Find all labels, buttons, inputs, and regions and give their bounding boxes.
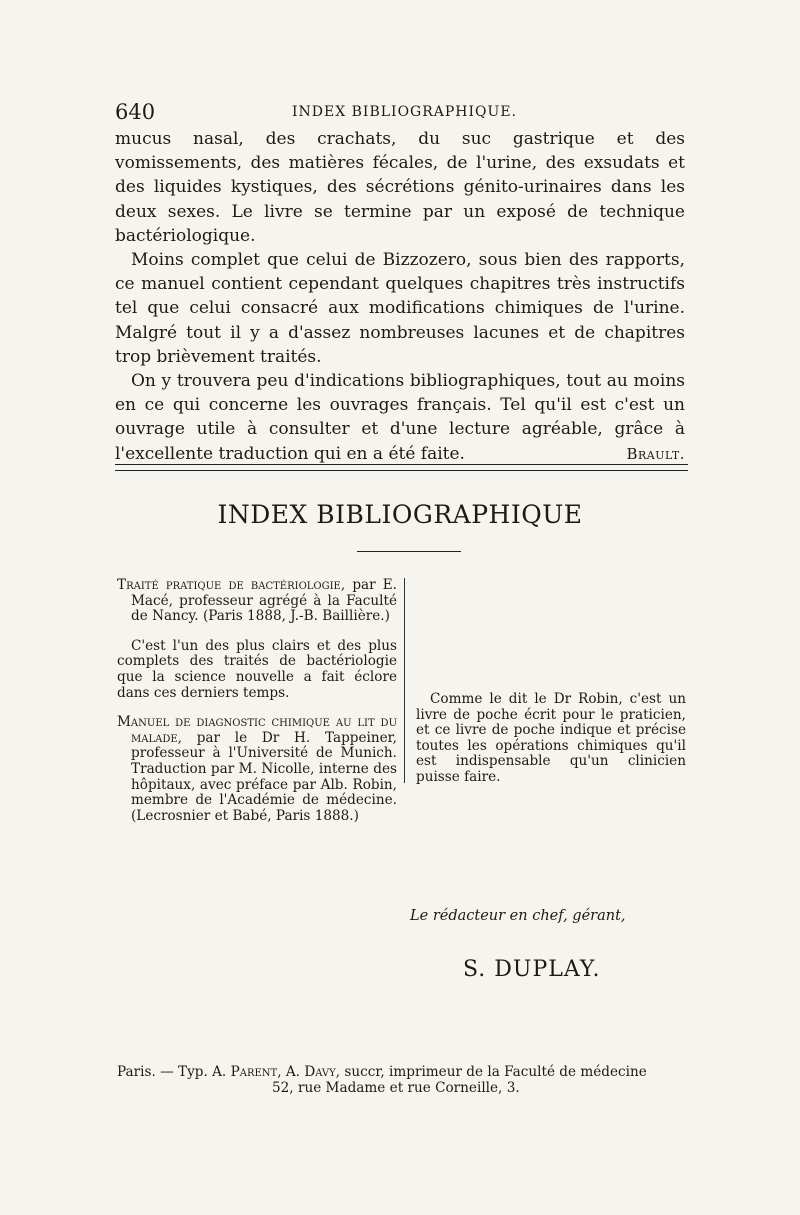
review-paragraph-3	[115, 369, 685, 466]
printer-address: 52, rue Madame et rue Corneille, 3.	[272, 1080, 520, 1096]
index-title: INDEX BIBLIOGRAPHIQUE	[217, 500, 583, 529]
page-number: 640	[115, 100, 156, 124]
section-rule-top	[115, 464, 688, 465]
entry-2-details: par le Dr H. Tappeiner, professeur à l'Université de Munich. Traduction par M. Nicolle, interne des hôpitaux, avec préface par Alb. Robin, membre de l'Académie de médecine. (Lecrosnier et Babé, Paris 1888.)	[131, 729, 397, 824]
entry-1-title: Traité pratique de bactériologie,	[117, 577, 346, 593]
title-underline	[357, 551, 461, 552]
printer-name-1: Parent	[230, 1064, 278, 1080]
entry-2-title: Manuel de diagnostic chimique au lit du malade,	[117, 714, 397, 746]
index-entry-1	[117, 578, 397, 625]
index-column-left	[117, 578, 397, 838]
entry-1-details: par E. Macé, professeur agrégé à la Faculté de Nancy. (Paris 1888, J.-B. Baillière.)	[131, 577, 398, 625]
review-paragraph-2: Moins complet que celui de Bizzozero, sous bien des rapports, ce manuel contient cependant quelques chapitres très instructifs tel que celui consacré aux modifications chimiques de l'urine. Malgré tout il y a d'assez nombreuses lacunes et de chapitres trop brièvement traités.	[115, 250, 685, 367]
editor-title: Le rédacteur en chef, gérant,	[410, 908, 626, 924]
column-divider	[404, 578, 405, 783]
printer-mid: , A.	[277, 1064, 305, 1080]
editor-name: S. DUPLAY.	[463, 957, 601, 982]
entry-1-comment: C'est l'un des plus clairs et des plus complets des traités de bactériologie que la science nouvelle a fait éclore dans ces derniers temps.	[117, 637, 397, 701]
review-signature: Brault.	[626, 444, 685, 463]
running-title: INDEX BIBLIOGRAPHIQUE.	[292, 104, 517, 120]
review-paragraph-3-text: On y trouvera peu d'indications bibliographiques, tout au moins en ce qui concerne les ouvrages français. Tel qu'il est c'est un ouvrage utile à consulter et d'une lecture agréable, grâce à l'excellente traduction qui en a été faite.	[115, 371, 685, 464]
page-header	[115, 100, 685, 124]
index-column-right	[416, 692, 686, 800]
printer-imprint	[117, 1064, 691, 1096]
review-text	[115, 127, 685, 466]
review-paragraph-1: mucus nasal, des crachats, du suc gastrique et des vomissements, des matières fécales, de l'urine, des exsudats et des liquides kystiques, des sécrétions génito-urinaires dans les deux sexes. Le livre se termine par un exposé de technique bactériologique.	[115, 129, 685, 246]
entry-2-comment: Comme le dit le Dr Robin, c'est un livre de poche écrit pour le praticien, et ce livre de poche indique et précise toutes les opérations chimiques qu'il est indispensable qu'un clinicien puisse faire.	[416, 691, 686, 785]
printer-name-2: Davy	[304, 1064, 336, 1080]
index-entry-2	[117, 715, 397, 824]
printer-line1-prefix: Paris. — Typ. A.	[117, 1064, 231, 1080]
printer-line1-suffix: , succr, imprimeur de la Faculté de médecine	[335, 1064, 647, 1080]
section-rule-bottom	[115, 470, 688, 471]
